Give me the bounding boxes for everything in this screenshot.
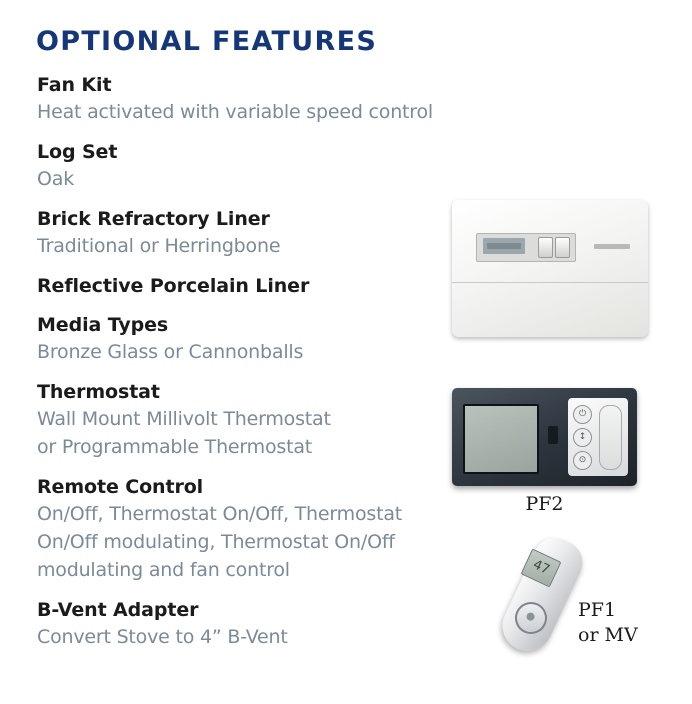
receiver-body bbox=[452, 200, 648, 337]
feature-title: Remote Control bbox=[37, 476, 204, 498]
feature-title: Brick Refractory Liner bbox=[37, 208, 270, 230]
pf2-keypad bbox=[568, 398, 628, 476]
list-item bbox=[37, 206, 517, 260]
updown-icon: ↕ bbox=[573, 428, 592, 447]
list-item bbox=[37, 72, 517, 126]
list-item bbox=[37, 379, 517, 461]
power-icon: ⏻ bbox=[573, 405, 592, 424]
pf2-sensor-icon bbox=[548, 426, 558, 444]
feature-description: Wall Mount Millivolt Thermostat or Programmable Thermostat bbox=[37, 408, 331, 458]
pf2-remote-photo bbox=[452, 388, 637, 486]
list-item bbox=[37, 474, 517, 584]
pf1-caption: PF1 or MV bbox=[578, 599, 638, 646]
pf1-body bbox=[494, 531, 589, 659]
pf2-display-icon bbox=[463, 404, 539, 474]
feature-description: Bronze Glass or Cannonballs bbox=[37, 341, 304, 363]
feature-description: Heat activated with variable speed control bbox=[37, 101, 433, 123]
feature-description: Traditional or Herringbone bbox=[37, 235, 281, 257]
feature-title: Fan Kit bbox=[37, 74, 112, 96]
receiver-seam bbox=[452, 282, 648, 283]
pf2-slider-slot bbox=[599, 405, 622, 470]
feature-title: Thermostat bbox=[37, 381, 160, 403]
feature-title: B-Vent Adapter bbox=[37, 599, 199, 621]
pf2-caption: PF2 bbox=[525, 493, 564, 515]
features-list bbox=[37, 72, 517, 664]
feature-description: Oak bbox=[37, 168, 75, 190]
wall-receiver-photo bbox=[452, 200, 648, 337]
mode-icon: ⊙ bbox=[573, 451, 592, 470]
list-item bbox=[37, 312, 517, 366]
receiver-switch-left bbox=[538, 237, 553, 258]
feature-title: Reflective Porcelain Liner bbox=[37, 275, 310, 297]
receiver-switch-right bbox=[555, 237, 570, 258]
feature-description: On/Off, Thermostat On/Off, Thermostat On/Off modulating, Thermostat On/Off modulating and fan control bbox=[37, 503, 403, 581]
list-item bbox=[37, 597, 517, 651]
pf1-display: 47 bbox=[521, 549, 562, 588]
list-item bbox=[37, 273, 517, 299]
feature-title: Media Types bbox=[37, 314, 169, 336]
feature-title: Log Set bbox=[37, 141, 118, 163]
receiver-display-icon bbox=[483, 238, 525, 254]
feature-description: Convert Stove to 4” B-Vent bbox=[37, 626, 288, 648]
receiver-brand-label bbox=[594, 244, 630, 249]
page-title: OPTIONAL FEATURES bbox=[36, 26, 378, 57]
list-item bbox=[37, 139, 517, 193]
